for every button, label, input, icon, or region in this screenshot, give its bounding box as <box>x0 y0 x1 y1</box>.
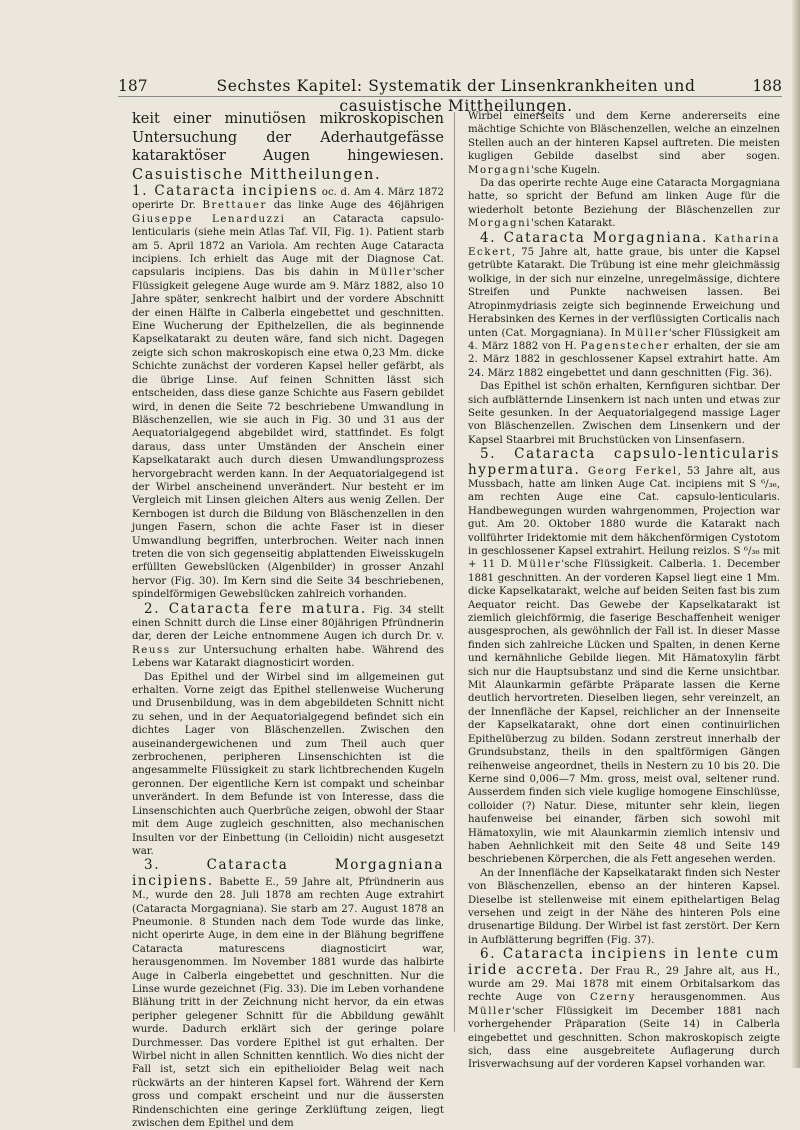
running-head: Sechstes Kapitel: Systematik der Linsenkrankheiten und casuistische Mittheilungen. <box>216 77 696 115</box>
right-column <box>468 110 780 1071</box>
section-heading: Casuistische Mittheilungen. <box>132 166 382 183</box>
person-name: Morgagni <box>468 164 532 176</box>
paragraph <box>468 110 780 177</box>
person-name: Morgagni <box>468 218 532 230</box>
paragraph: Das Epithel ist schön erhalten, Kernfiguren sichtbar. Der sich aufblätternde Linsenkern ist nach unten und etwas zur Seite gesunken. In der Aequatorialgegend massige Lager von Bläschenzellen. Zwischen dem Linsenkern und der Kapsel Staarbrei mit Bruchstücken von Linsenfasern. <box>468 381 780 446</box>
person-name: Müller <box>368 267 413 279</box>
text: zur Untersuchung erhalten habe. Während des Lebens war Katarakt diagnosticirt worden. <box>132 644 444 670</box>
case-heading: 1. Cataracta incipiens <box>132 183 319 199</box>
text: Fig. 34 stellt einen Schnitt durch die Linse einer 80jährigen Pfründnerin dar, deren der Leiche entnommene Augen ich durch Dr. v. <box>132 604 444 643</box>
text: , 75 Jahre alt, hatte graue, bis unter die Kapsel getrübte Katarakt. Die Trübung ist eine mehr gleichmässig wolkige, in der sich nur einzelne, unregelmässige, dichtere Streifen und Punkte nachweisen lassen. Bei Atropinmydriasis zeigte sich beginnende Erweichung und Herabsinken des Kernes in der verflüssigten Corticalis nach unten (Cat. Morgagniana). In <box>468 247 780 339</box>
left-column <box>132 110 444 1130</box>
text: 'schen Katarakt. <box>531 218 616 230</box>
text: Da das operirte rechte Auge eine Cataracta Morgagniana hatte, so spricht der Befund am linken Auge für die wiederholt betonte Beziehung der Bläschenzellen zur <box>468 178 780 216</box>
paragraph: An der Innenfläche der Kapselkatarakt finden sich Nester von Bläschenzellen, ebenso an der hinteren Kapsel. Dieselbe ist stellenweise mit einem epithelartigen Belag versehen und zeigt in der Nähe des hinteren Pols eine drusenartige Bildung. Der Wirbel ist fast zerstört. Der Kern in Aufblätterung begriffen (Fig. 37). <box>468 867 780 946</box>
case-heading: 2. Cataracta fere matura. <box>144 600 367 617</box>
page-edge-shadow <box>792 0 800 1068</box>
person-name: Giuseppe Lenarduzzi <box>132 213 286 225</box>
person-name: Katharina Eckert <box>468 233 780 259</box>
person-name: Georg Ferkel <box>580 465 678 477</box>
case-heading: 5. Cataracta capsulo-lenticularis hypermatura. <box>468 446 780 478</box>
text: Der Frau R., 29 Jahre alt, aus H., wurde am 29. Mai 1878 mit einem Orbitalsarkom das rechte Auge von <box>468 965 780 1004</box>
text: an Cataracta capsulo-lenticularis (siehe mein Atlas Taf. VII, Fig. 1). Patient starb am 5. April 1872 an Variola. Am rechten Auge Cataracta incipiens. Ich erhielt das Auge mit der Diagnose Cat. capsularis incipiens. Das bis dahin in <box>132 213 444 279</box>
person-name: Pagenstecher <box>580 340 670 352</box>
text: Wirbel einerseits und dem Kerne andererseits eine mächtige Schichte von Bläschenzellen, welche an einzelnen Stellen auch an der hinteren Kapsel auftreten. Die meisten kugligen Gebilde daselbst sind aber sogen. <box>468 111 780 163</box>
paragraph <box>132 602 444 671</box>
person-name: Czerny <box>589 992 636 1004</box>
paragraph <box>468 231 780 380</box>
text: erhalten, der sie am 2. März 1882 in geschlossener Kapsel extrahirt hatte. Am 24. März 1882 eingebettet und dann geschnitten (Fig. 36). <box>468 340 780 379</box>
text: 'scher Flüssigkeit gelegene Auge wurde am 9. März 1882, also 10 Jahre später, senkrecht halbirt und der vordere Abschnitt der einen Hälfte in Calberla eingebettet und geschnitten. Eine Wucherung der Epithelzellen, die als beginnende Kapselkatarakt zu deuten wäre, fand sich nicht. Dagegen zeigte sich schon makroskopisch eine etwa 0,23 Mm. dicke Schichte zunächst der vorderen Kapsel heller gefärbt, als die übrige Linse. Auf feinen Schnitten lässt sich entscheiden, dass diese ganze Schichte aus Fasern gebildet wird, in denen die Seite 72 beschriebene Umwandlung in Bläschenzellen, wie sie auch in Fig. 30 und 31 aus der Aequatorialgegend abgebildet wird, stattfindet. Es folgt daraus, dass unter Umständen der Anschein einer Kapselkatarakt auch durch diesen Umwandlungsprozess hervorgebracht werden kann. In der Aequatorialgegend ist der Wirbel anscheinend unverändert. Nur besteht er im Vergleich mit Linsen gleichen Alters aus wenig Zellen. Der Kernbogen ist durch die Bildung von Bläschenzellen in den jungen Fasern, schon die achte Faser ist in dieser Umwandlung begriffen, unterbrochen. Weiter nach innen treten die von sich gegenseitig abplattenden Eiweisskugeln erfüllten Gewebslücken (Algenbilder) in grosser Anzahl hervor (Fig. 30). Im Kern sind die Seite 34 beschriebenen, spindelförmigen Gewebslücken zahlreich vorhanden. <box>132 267 444 601</box>
person-name: Reuss <box>132 644 171 656</box>
case-heading: 4. Cataracta Morgagniana. <box>480 229 708 246</box>
paragraph <box>468 447 780 867</box>
text: 'scher Flüssigkeit im December 1881 nach vorhergehender Präparation (Seite 14) in Calberla eingebettet und geschnitten. Schon makroskopisch zeigte sich, dass eine ausgebreitete Auflagerung durch Irisverwachsung auf der vorderen Kapsel vorhanden war. <box>468 1005 780 1071</box>
paragraph <box>468 947 780 1072</box>
text: das linke Auge des 46jährigen <box>266 200 444 212</box>
case-heading: 3. Cataracta Morgagniana incipiens. <box>132 857 444 889</box>
text: keit einer minutiösen mikroskopischen Untersuchung der Aderhautgefässe kataraktöser Augen hingewiesen. <box>132 111 444 164</box>
text: , 53 Jahre alt, aus Mussbach, hatte am linken Auge Cat. incipiens mit S ⁶/₃₆, am rechten Auge eine Cat. capsulo-lenticularis. Handbewegungen wurden wahrgenommen, Projection war gut. Am 20. Oktober 1880 wurde die Katarakt nach vollführter Iridektomie mit dem häkchenförmigen Cystotom in geschlossener Kapsel extrahirt. Heilung reizlos. S ⁶/₃₆ mit + 11 D. <box>468 465 780 571</box>
page-number-right: 188 <box>752 77 782 95</box>
page-number-left: 187 <box>118 77 148 95</box>
person-name: Müller <box>468 1005 513 1017</box>
text: Babette E., 59 Jahre alt, Pfründnerin aus M., wurde den 28. Juli 1878 am rechten Auge extrahirt (Cataracta Morgagniana). Sie starb am 27. August 1878 an Pneumonie. 8 Stunden nach dem Tode wurde das linke, nicht operirte Auge, in dem eine in der Blähung begriffene Cataracta maturescens diagnosticirt war, herausgenommen. Im November 1881 wurde das halbirte Auge in Calberla eingebettet und geschnitten. Nur die Linse wurde gezeichnet (Fig. 33). Die im Leben vorhandene Blähung tritt in der Zeichnung nicht hervor, da ein etwas peripher gelegener Schnitt für die Abbildung gewählt wurde. Dadurch erklärt sich der geringe polare Durchmesser. Das vordere Epithel ist gut erhalten. Der Wirbel nicht in allen Schnitten kenntlich. Wo dies nicht der Fall ist, setzt sich ein epithelioider Belag weit nach rückwärts an der hinteren Kapsel fort. Während der Kern gross und compakt erscheint und nur die äussersten Rindenschichten eine geringe Zerklüftung zeigen, liegt zwischen dem Epithel und dem <box>132 876 444 1130</box>
paragraph <box>132 858 444 1130</box>
column-divider <box>454 112 455 1032</box>
paragraph <box>468 177 780 231</box>
case-heading: 6. Cataracta incipiens in lente cum iride accreta. <box>468 946 780 978</box>
paragraph <box>132 184 444 602</box>
text: 'sche Flüssigkeit. Calberla. 1. December 1881 geschnitten. An der vorderen Kapsel liegt eine 1 Mm. dicke Kapselkatarakt, welche auf beiden Seiten fast bis zum Aequator reicht. Das Gewebe der Kapselkatarakt ist ziemlich gleichförmig, die faserige Beschaffenheit weniger ausgesprochen, als gewöhnlich der Fall ist. In dieser Masse finden sich zahlreiche Lücken und Spalten, in denen Kerne und kernähnliche Gebilde liegen. Mit Hämatoxylin färbt sich nur die Hauptsubstanz und sind die Kerne unsichtbar. Mit Alaunkarmin gefärbte Präparate lassen die Kerne deutlich hervortreten. Dieselben liegen, sehr vereinzelt, an der Innenfläche der Kapsel, reichlicher an der Innenseite der Kapselkatarakt, ohne dort einen continuirlichen Epithelüberzug zu bilden. Sodann zerstreut innerhalb der Grundsubstanz, theils in den spaltförmigen Gängen reihenweise angeordnet, theils in Nestern zu 10 bis 20. Die Kerne sind 0,006—7 Mm. gross, meist oval, seltener rund. Ausserdem finden sich viele kuglige homogene Einschlüsse, colloider (?) Natur. Diese, mitunter sehr klein, liegen haufenweise bei einander, färben sich sowohl mit Hämatoxylin, wie mit Alaunkarmin ziemlich intensiv und haben Aehnlichkeit mit den Seite 48 und Seite 149 beschriebenen Körperchen, die als Fett angesehen werden. <box>468 559 780 866</box>
text: herausgenommen. Aus <box>635 992 780 1004</box>
paragraph <box>132 110 444 184</box>
page-header <box>118 76 782 115</box>
text: 'scher Flüssigkeit am 4. März 1882 von H. <box>468 327 780 352</box>
person-name: Müller <box>517 559 562 571</box>
text: oc. d. Am 4. März 1872 operirte Dr. <box>132 187 444 212</box>
person-name: Brettauer <box>202 200 267 212</box>
person-name: Müller <box>624 327 669 339</box>
paragraph: Das Epithel und der Wirbel sind im allgemeinen gut erhalten. Vorne zeigt das Epithel stellenweise Wucherung und Drusenbildung, was in dem abgebildeten Schnitt nicht zu sehen, und in der Aequatorialgegend befindet sich ein dichtes Lager von Bläschenzellen. Zwischen den auseinandergewichenen und zum Theil auch quer zerbrochenen, peripheren Linsenschichten ist die angesammelte Flüssigkeit zu stark lichtbrechenden Kugeln geronnen. Der eigentliche Kern ist compakt und scheinbar unverändert. In dem Befunde ist von Interesse, dass die Linsenschichten auch Querbrüche zeigen, obwohl der Staar mit dem Auge zugleich geschnitten, also mechanischen Insulten vor der Einbettung (in Celloidin) nicht ausgesetzt war. <box>132 671 444 857</box>
text: 'sche Kugeln. <box>531 164 601 176</box>
